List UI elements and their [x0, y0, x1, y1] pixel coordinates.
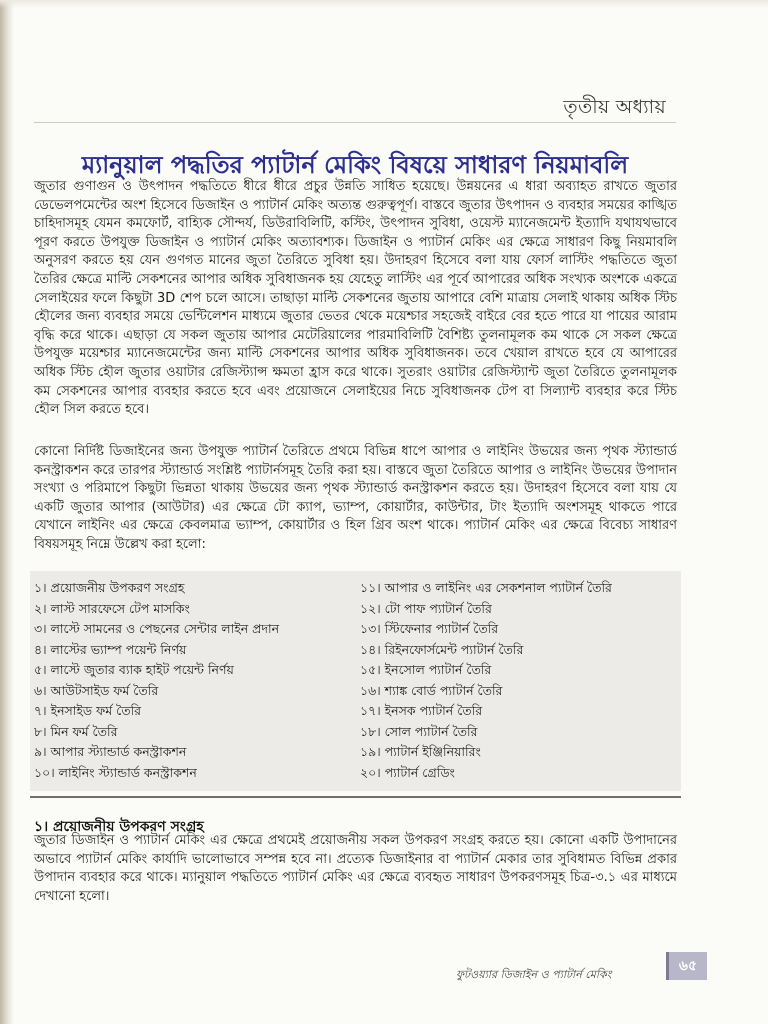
steps-list-left	[34, 578, 354, 783]
list-item: ৯। আপার স্ট্যান্ডার্ড কনস্ট্রাকশন	[34, 744, 187, 759]
list-item: ১। প্রয়োজনীয় উপকরণ সংগ্রহ	[34, 580, 185, 595]
page-title: ম্যানুয়াল পদ্ধতির প্যাটার্ন মেকিং বিষয়ে সাধারণ নিয়মাবলি	[81, 151, 629, 180]
body-paragraph-2: কোনো নির্দিষ্ট ডিজাইনের জন্য উপযুক্ত প্যাটার্ন তৈরিতে প্রথমে বিভিন্ন ধাপে আপার ও লাইনিং উভয়ের জন্য পৃথক স্ট্যান্ডার্ড কনস্ট্রাকশন করে তারপর স্ট্যান্ডার্ড সংশ্লিষ্ট প্যাটার্নসমূহ তৈরি করা হয়। বাস্তবে জুতা তৈরিতে আপার ও লাইনিং উভয়ের উপাদান সংখ্যা ও পরিমাপে কিছুটা ভিন্নতা থাকায় উভয়ের জন্য পৃথক স্ট্যান্ডার্ড কনস্ট্রাকশন করতে হয়। উদাহরণ হিসেবে বলা যায় যে একটি জুতার আপার (আউটার) এর ক্ষেত্রে টো ক্যাপ, ভ্যাম্প, কোয়ার্টার, কাউন্টার, টাং ইত্যাদি অংশসমূহ থাকতে পারে যেখানে লাইনিং এর ক্ষেত্রে কেবলমাত্র ভ্যাম্প, কোয়ার্টার ও হিল গ্রিব অংশ থাকে। প্যাটার্ন মেকিং এর ক্ষেত্রে বিবেচ্য সাধারণ বিষয়সমূহ নিম্নে উল্লেখ করা হলো:	[34, 444, 677, 552]
page-top-edge	[0, 0, 768, 8]
list-item: ১৯। প্যাটার্ন ইঞ্জিনিয়ারিং	[360, 744, 481, 759]
list-item: ১১। আপার ও লাইনিং এর সেকশনাল প্যাটার্ন তৈরি	[360, 580, 612, 595]
page-number: ৬৫	[666, 952, 707, 980]
list-item: ৩। লাস্টে সামনের ও পেছনের সেন্টার লাইন প্রদান	[34, 621, 280, 636]
list-item: ১৬। শ্যাঙ্ক বোর্ড প্যাটার্ন তৈরি	[360, 682, 503, 698]
section-divider	[30, 796, 681, 798]
list-item: ১৮। সোল প্যাটার্ন তৈরি	[360, 723, 478, 739]
list-item: ১৩। স্টিফেনার প্যাটার্ন তৈরি	[360, 621, 499, 636]
list-item: ৫। লাস্টে জুতার ব্যাক হাইট পয়েন্ট নির্ণয়	[34, 662, 234, 677]
list-item: ১০। লাইনিং স্ট্যান্ডার্ড কনস্ট্রাকশন	[34, 764, 197, 780]
steps-list-right	[360, 578, 680, 783]
list-item: ২০। প্যাটার্ন গ্রেডিং	[360, 764, 455, 780]
section-heading: ১। প্রয়োজনীয় উপকরণ সংগ্রহ	[34, 818, 204, 835]
list-item: ১৫। ইনসোল প্যাটার্ন তৈরি	[360, 662, 492, 677]
list-item: ১৪। রিইনফোর্সমেন্ট প্যাটার্ন তৈরি	[360, 641, 524, 657]
body-paragraph-1: জুতার গুণাগুন ও উৎপাদন পদ্ধতিতে ধীরে ধীরে প্রচুর উন্নতি সাধিত হয়েছে। উন্নয়নের এ ধারা অব্যাহত রাখতে জুতার ডেভেলপমেন্টের অংশ হিসেবে ডিজাইন ও প্যাটার্ন মেকিং অত্যন্ত গুরুত্বপূর্ণ। বাস্তবে জুতার উৎপাদন ও ব্যবহার সময়ের কাঙ্খিত চাহিদাসমূহ যেমন কমফোর্ট, বাহ্যিক সৌন্দর্য, ডিউরাবিলিটি, কস্টিং, উৎপাদন সুবিধা, ওয়েস্ট ম্যানেজমেন্ট ইত্যাদি যথাযথভাবে পূরণ করতে উপযুক্ত ডিজাইন ও প্যাটার্ন মেকিং অত্যাবশ্যক। ডিজাইন ও প্যাটার্ন মেকিং এর ক্ষেত্রে সাধারণ কিছু নিয়মাবলি অনুসরণ করতে হয় যেন গুণগত মানের জুতা তৈরিতে সুবিধা হয়। উদাহরণ হিসেবে বলা যায় ফোর্স লাস্টিং পদ্ধতিতে জুতা তৈরির ক্ষেত্রে মাল্টি সেকশনের আপার অধিক সুবিধাজনক হয় যেহেতু লাস্টিং এর পূর্বে আপারের অধিক সংখ্যক অংশকে একত্রে সেলাইয়ের ফলে কিছুটা 3D শেপ চলে আসে। তাছাড়া মাল্টি সেকশনের জুতায় আপারে বেশি মাত্রায় সেলাই থাকায় অধিক স্টিচ হৌলের জন্য ব্যবহার সময়ে ভেন্টিলেশন মাধ্যমে জুতার ভেতর থেকে ময়েশ্চার সহজেই বাইরে বের হতে পারে যা পায়ের আরাম বৃদ্ধি করে থাকে। এছাড়া যে সকল জুতায় আপার মেটেরিয়ালের পারমাবিলিটি বৈশিষ্ট্য তুলনামূলক কম থাকে সে সকল ক্ষেত্রে উপযুক্ত ময়েশ্চার ম্যানেজমেন্টের জন্য মাল্টি সেকশনের আপার অধিক সুবিধাজনক। তবে খেয়াল রাখতে হবে যে আপারের অধিক স্টিচ হৌল জুতার ওয়াটার রেজিস্ট্যান্স ক্ষমতা হ্রাস করে থাকে। সুতরাং ওয়াটার রেজিস্ট্যান্ট জুতা তৈরিতে তুলনামূলক কম সেকশনের আপার ব্যবহার করতে হবে এবং প্রয়োজনে সেলাইয়ের নিচে সুবিধাজনক টেপ বা সিল্যান্ট ব্যবহার করে স্টিচ হৌল সিল করতে হবে।	[34, 179, 677, 418]
list-item: ৪। লাস্টের ভ্যাম্প পয়েন্ট নির্ণয়	[34, 641, 187, 657]
body-paragraph-3: জুতার ডিজাইন ও প্যাটার্ন মেকিং এর ক্ষেত্রে প্রথমেই প্রয়োজনীয় সকল উপকরণ সংগ্রহ করতে হয়। কোনো একটি উপাদানের অভাবে প্যাটার্ন মেকিং কার্যাদি ভালোভাবে সম্পন্ন হবে না। প্রত্যেক ডিজাইনার বা প্যাটার্ন মেকার তার সুবিধামত বিভিন্ন প্রকার উপাদান ব্যবহার করে থাকে। ম্যানুয়াল পদ্ধতিতে প্যাটার্ন মেকিং এর ক্ষেত্রে ব্যবহৃত সাধারণ উপকরণসমূহ চিত্র-৩.১ এর মাধ্যমে দেখানো হলো।	[34, 833, 677, 904]
list-item: ৭। ইনসাইড ফর্ম তৈরি	[34, 703, 142, 718]
page-binding-shadow	[0, 0, 14, 1024]
list-item: ৮। মিন ফর্ম তৈরি	[34, 723, 118, 739]
chapter-label: তৃতীয় অধ্যায়	[563, 96, 666, 118]
list-item: ১২। টো পাফ প্যাটার্ন তৈরি	[360, 600, 492, 616]
chapter-divider	[34, 122, 676, 123]
running-footer: ফুটওয়্যার ডিজাইন ও প্যাটার্ন মেকিং	[456, 968, 612, 981]
list-item: ২। লাস্ট সারফেসে টেপ মাসকিং	[34, 600, 190, 616]
list-item: ৬। আউটসাইড ফর্ম তৈরি	[34, 682, 159, 698]
list-item: ১৭। ইনসক প্যাটার্ন তৈরি	[360, 703, 483, 718]
